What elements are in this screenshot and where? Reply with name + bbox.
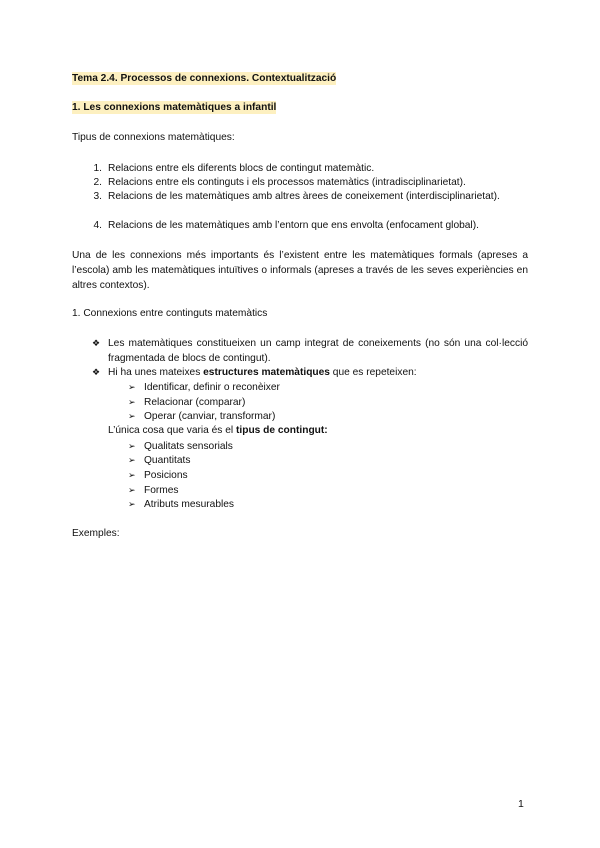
intro-text: Tipus de connexions matemàtiques: — [72, 132, 235, 143]
body-paragraph: Una de les connexions més importants és l’existent entre les matemàtiques formals (apreses a l’escola) amb les matemàtiques intuïtives o informals (apreses a través de les seves experiències en altres contextos). — [72, 250, 528, 292]
subsection-title: 1. Connexions entre continguts matemàtics — [72, 308, 268, 319]
bullet-text-bold: estructures matemàtiques — [203, 367, 330, 378]
list-item — [88, 218, 528, 233]
list-text: Relacions entre els diferents blocs de contingut matemàtic. — [108, 163, 375, 174]
arrow-bullet-icon: ➢ — [128, 397, 136, 407]
list-item — [88, 189, 528, 219]
content-type-line — [108, 424, 328, 438]
list-number: 1. — [93, 163, 102, 174]
arrow-bullet-icon: ➢ — [128, 455, 136, 465]
sub-item-text: Formes — [144, 485, 179, 496]
arrow-bullet-icon: ➢ — [128, 485, 136, 495]
list-item — [88, 161, 528, 176]
list-number: 4. — [93, 220, 102, 231]
arrow-bullet-icon: ➢ — [128, 382, 136, 392]
bullet-item — [92, 336, 528, 366]
sub-item-text: Atributs mesurables — [144, 499, 235, 510]
arrow-bullet-icon: ➢ — [128, 441, 136, 451]
diamond-bullet-icon: ❖ — [92, 367, 101, 377]
topic-heading-text: Tema 2.4. Processos de connexions. Contextualització — [72, 73, 337, 84]
sub-item-text: Identificar, definir o reconèixer — [144, 382, 280, 393]
list-text: Relacions de les matemàtiques amb altres àrees de coneixement (interdisciplinarietat). — [108, 191, 500, 202]
list-text: Relacions entre els continguts i els processos matemàtics (intradisciplinarietat). — [108, 177, 466, 188]
sub-item-text: Quantitats — [144, 455, 191, 466]
sub-item-text: Operar (canviar, transformar) — [144, 411, 276, 422]
list-item — [88, 175, 528, 190]
content-type-text: L’única cosa que varia és el — [108, 425, 236, 436]
bullet-text-part: Hi ha unes mateixes — [108, 367, 204, 378]
bullet-item — [92, 365, 528, 380]
list-text: Relacions de les matemàtiques amb l’entorn que ens envolta (enfocament global). — [108, 220, 479, 231]
arrow-bullet-icon: ➢ — [128, 499, 136, 509]
bullet-text: Les matemàtiques constitueixen un camp integrat de coneixements (no són una col·lecció fragmentada de blocs de contingut). — [108, 338, 528, 364]
arrow-bullet-icon: ➢ — [128, 470, 136, 480]
sub-item-text: Relacionar (comparar) — [144, 397, 246, 408]
list-number: 2. — [93, 177, 102, 188]
section-heading-text: 1. Les connexions matemàtiques a infantil — [72, 102, 277, 113]
examples-label: Exemples: — [72, 528, 120, 539]
page-number: 1 — [518, 798, 524, 810]
bullet-text — [108, 365, 528, 380]
bullet-text-part: que es repeteixen: — [329, 367, 417, 378]
arrow-bullet-icon: ➢ — [128, 411, 136, 421]
sub-item-text: Posicions — [144, 470, 188, 481]
content-type-bold: tipus de contingut: — [236, 425, 328, 436]
sub-item-text: Qualitats sensorials — [144, 441, 233, 452]
section-heading — [72, 101, 276, 115]
diamond-bullet-icon: ❖ — [92, 338, 101, 348]
topic-heading — [72, 72, 336, 86]
list-number: 3. — [93, 191, 102, 202]
